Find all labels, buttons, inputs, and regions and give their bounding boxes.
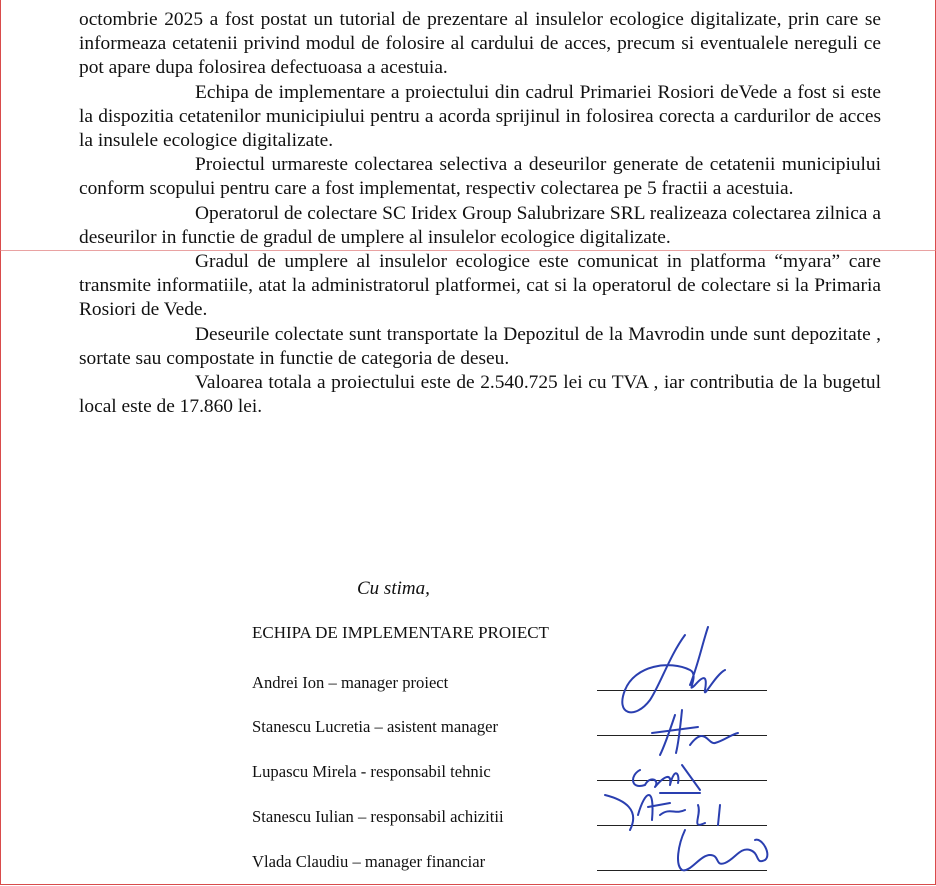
- handwritten-signatures: [590, 615, 790, 880]
- member-responsabil-tehnic: Lupascu Mirela - responsabil tehnic: [252, 762, 491, 781]
- member-manager-proiect: Andrei Ion – manager proiect: [252, 673, 449, 692]
- paragraph-platform: Gradul de umplere al insulelor ecologice este comunicat in platforma “myara” care transmite informatiile, atat la administratorul platformei, cat si la operatorul de colectare si la Primaria Rosiori de Vede.: [79, 251, 881, 321]
- member-manager-financiar: Vlada Claudiu – manager financiar: [252, 852, 486, 871]
- paragraph-deposit: Deseurile colectate sunt transportate la Depozitul de la Mavrodin unde sunt depozitate , sortate sau compostate in functie de categoria de deseu.: [79, 323, 881, 369]
- team-title: ECHIPA DE IMPLEMENTARE PROIECT: [252, 623, 549, 642]
- letter-body: [79, 8, 881, 419]
- closing-salutation: Cu stima,: [357, 578, 430, 599]
- member-responsabil-achizitii: Stanescu Iulian – responsabil achizitii: [252, 807, 504, 826]
- member-asistent-manager: Stanescu Lucretia – asistent manager: [252, 717, 499, 736]
- paragraph-value: Valoarea totala a proiectului este de 2.540.725 lei cu TVA , iar contributia de la bugetul local este de 17.860 lei.: [79, 372, 881, 418]
- paragraph-operator: Operatorul de colectare SC Iridex Group Salubrizare SRL realizeaza colectarea zilnica a deseurilor in functie de gradul de umplere al insulelor ecologice digitalizate.: [79, 202, 881, 248]
- paragraph-team: Echipa de implementare a proiectului din cadrul Primariei Rosiori deVede a fost si este la dispozitia cetatenilor municipiului pentru a acorda sprijinul in folosirea corecta a cardurilor de acces la insulele ecologice digitalizate.: [79, 81, 881, 152]
- paragraph-project: Proiectul urmareste colectarea selectiva a deseurilor generate de cetatenii municipiului conform scopului pentru care a fost implementat, respectiv colectarea pe 5 fractii a acestuia.: [79, 154, 881, 200]
- paragraph-tutorial: octombrie 2025 a fost postat un tutorial de prezentare al insulelor ecologice digitalizate, prin care se informeaza cetatenii privind modul de folosire al cardului de acces, precum si eventualele nereguli ce pot apare dupa folosirea defectuoasa a acestuia.: [79, 9, 881, 79]
